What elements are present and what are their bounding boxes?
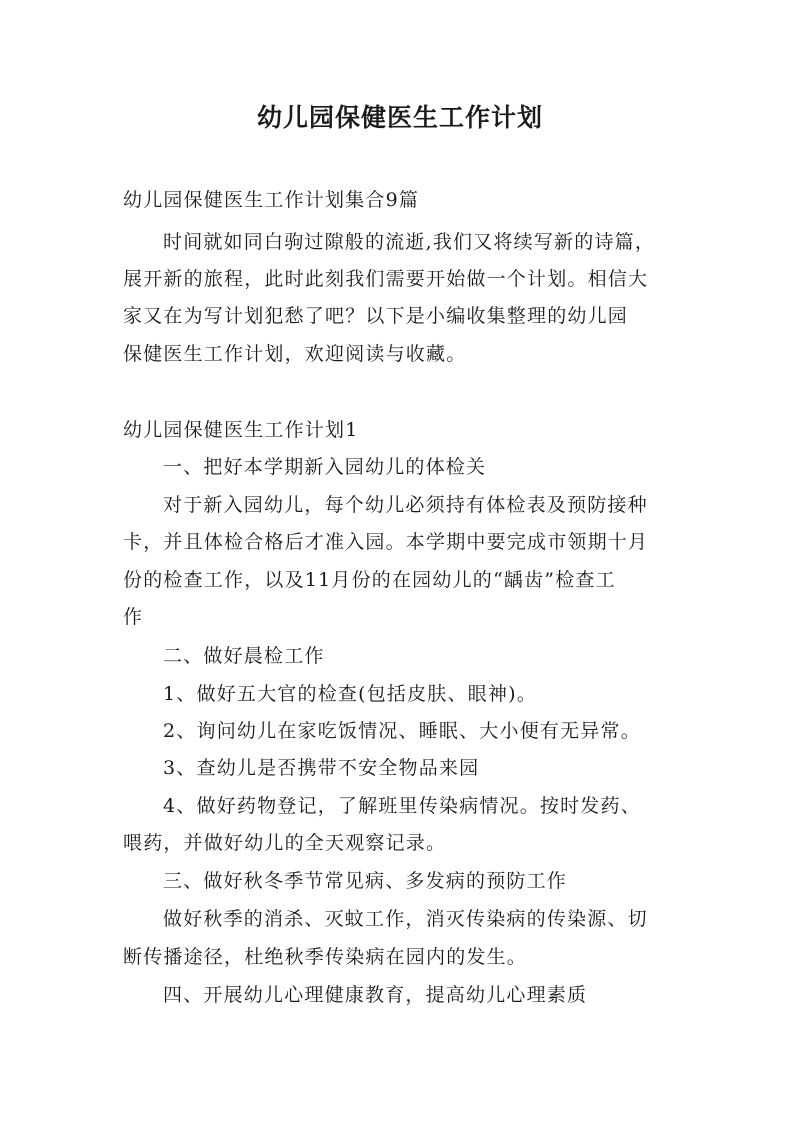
body-line: 卡，并且体检合格后才准入园。本学期中要完成市领期十月 [123, 531, 649, 553]
intro-line: 家又在为写计划犯愁了吧？以下是小编收集整理的幼儿园 [123, 305, 629, 327]
body-line: 断传播途径，杜绝秋季传染病在园内的发生。 [123, 946, 528, 968]
body-line: 一、把好本学期新入园幼儿的体检关 [163, 456, 487, 478]
body-line: 对于新入园幼儿，每个幼儿必须持有体检表及预防接种 [163, 494, 648, 516]
body-line: 4、做好药物登记，了解班里传染病情况。按时发药、 [163, 795, 641, 817]
document-subtitle: 幼儿园保健医生工作计划集合9篇 [123, 189, 420, 211]
document-title: 幼儿园保健医生工作计划 [256, 103, 543, 132]
body-line: 喂药，并做好幼儿的全天观察记录。 [123, 832, 447, 854]
body-line: 四、开展幼儿心理健康教育，提高幼儿心理素质 [163, 984, 588, 1006]
body-line: 三、做好秋冬季节常见病、多发病的预防工作 [163, 870, 568, 892]
body-line: 1、做好五大官的检查(包括皮肤、眼神)。 [163, 683, 537, 705]
body-line: 2、询问幼儿在家吃饭情况、睡眠、大小便有无异常。 [163, 720, 641, 742]
section-heading: 幼儿园保健医生工作计划1 [123, 419, 359, 441]
body-line: 做好秋季的消杀、灭蚊工作，消灭传染病的传染源、切 [163, 908, 648, 930]
body-line: 二、做好晨检工作 [163, 645, 325, 667]
body-line: 作 [123, 606, 144, 628]
intro-line: 时间就如同白驹过隙般的流逝,我们又将续写新的诗篇， [163, 231, 656, 253]
body-line: 3、查幼儿是否携带不安全物品来园 [163, 757, 480, 779]
intro-line: 展开新的旅程，此时此刻我们需要开始做一个计划。相信大 [123, 268, 649, 290]
intro-line: 保健医生工作计划，欢迎阅读与收藏。 [123, 343, 467, 365]
body-line: 份的检查工作，以及11月份的在园幼儿的“龋齿”检查工 [123, 569, 616, 591]
